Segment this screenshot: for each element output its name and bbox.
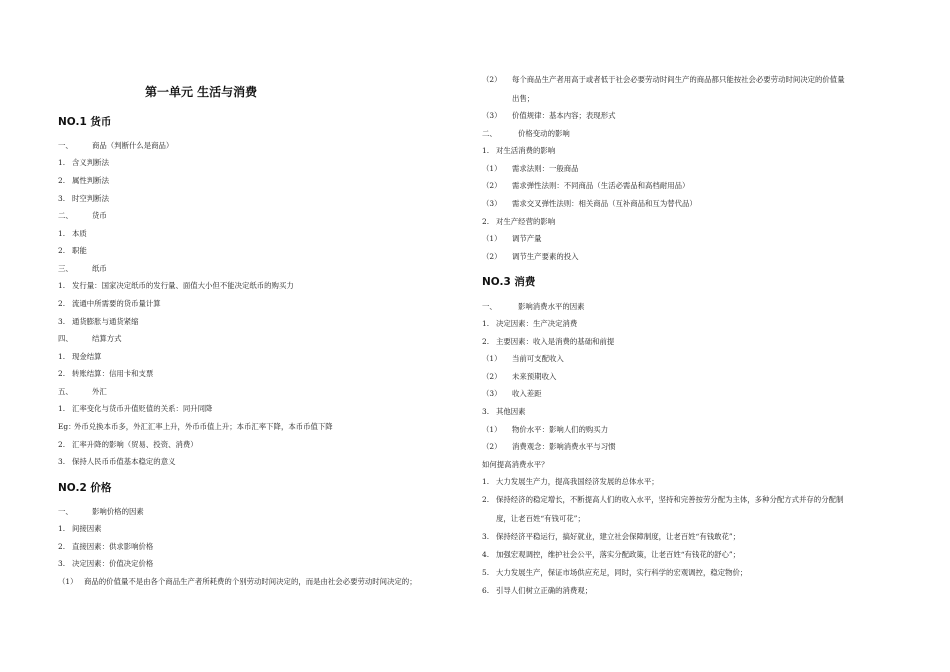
- list-item: 1. 本质: [58, 229, 87, 238]
- list-item: 1. 对生活消费的影响: [482, 146, 556, 155]
- list-item: 2. 职能: [58, 246, 87, 255]
- section-heading-price: NO.2 价格: [58, 482, 112, 494]
- list-item: （1） 物价水平：影响人们的购买力: [482, 425, 609, 434]
- list-item: 一、 影响价格的因素: [58, 507, 144, 516]
- list-item: （2） 调节生产要素的投入: [482, 252, 579, 261]
- list-item: 3. 时空判断法: [58, 194, 109, 203]
- list-item: （3） 收入差距: [482, 389, 542, 398]
- list-item: 3. 通货膨胀与通货紧缩: [58, 317, 139, 326]
- list-item-continuation: 度，让老百姓“有钱可花”；: [496, 514, 585, 523]
- list-item: 1. 现金结算: [58, 352, 102, 361]
- list-item: Eg：外币兑换本币多，外汇汇率上升，外币币值上升；本币汇率下降，本币币值下降: [58, 422, 333, 431]
- list-item: 2. 对生产经营的影响: [482, 217, 556, 226]
- document-title: 第一单元 生活与消费: [145, 85, 258, 99]
- list-item: 2. 流通中所需要的货币量计算: [58, 299, 161, 308]
- list-item: 1. 大力发展生产力，提高我国经济发展的总体水平；: [482, 477, 659, 486]
- list-item: 1. 发行量：国家决定纸币的发行量、面值大小但不能决定纸币的购买力: [58, 281, 294, 290]
- list-item: （1） 调节产量: [482, 234, 542, 243]
- list-item: （1） 当前可支配收入: [482, 354, 564, 363]
- section-heading-money: NO.1 货币: [58, 116, 112, 128]
- list-item: 2. 汇率升降的影响（贸易、投资、消费）: [58, 440, 198, 449]
- list-item: 3. 保持人民币币值基本稳定的意义: [58, 457, 176, 466]
- list-item: 6. 引导人们树立正确的消费观；: [482, 586, 593, 595]
- list-item: （3） 价值规律：基本内容；表现形式: [482, 111, 616, 120]
- list-item: 三、 纸币: [58, 264, 107, 273]
- list-item: 2. 属性判断法: [58, 176, 109, 185]
- list-item: 4. 加强宏观调控，维护社会公平，落实分配政策，让老百姓“有钱花的舒心”；: [482, 550, 741, 559]
- list-item: 1. 汇率变化与货币升值贬值的关系：同升同降: [58, 404, 213, 413]
- list-item: 2. 转账结算：信用卡和支票: [58, 369, 154, 378]
- list-item: 2. 保持经济的稳定增长，不断提高人们的收入水平，坚持和完善按劳分配为主体，多种分配方式并存的分配制: [482, 495, 844, 504]
- list-item: 1. 间接因素: [58, 524, 102, 533]
- list-item: 5. 大力发展生产，保证市场供应充足，同时，实行科学的宏观调控，稳定物价；: [482, 568, 748, 577]
- list-item-continuation: 出售；: [512, 94, 535, 103]
- list-item: （1） 需求法则：一般商品: [482, 164, 579, 173]
- list-item: 五、 外汇: [58, 387, 107, 396]
- list-item: 3. 保持经济平稳运行，搞好就业，建立社会保障制度，让老百姓“有钱敢花”；: [482, 532, 741, 541]
- list-item: 一、 商品（判断什么是商品）: [58, 141, 174, 150]
- list-item: 1. 决定因素：生产决定消费: [482, 319, 578, 328]
- list-item: （2） 每个商品生产者用高于或者低于社会必要劳动时间生产的商品都只能按社会必要劳动时间决定的价值量: [482, 75, 845, 84]
- list-item: （1） 商品的价值量不是由各个商品生产者所耗费的个别劳动时间决定的，而是由社会必要劳动时间决定的；: [58, 577, 417, 586]
- list-item: 一、 影响消费水平的因素: [482, 302, 585, 311]
- list-item: 2. 直接因素：供求影响价格: [58, 542, 154, 551]
- question-line: 如何提高消费水平？: [482, 460, 549, 469]
- list-item: 3. 决定因素：价值决定价格: [58, 559, 154, 568]
- list-item: （3） 需求交叉弹性法则：相关商品（互补商品和互为替代品）: [482, 199, 697, 208]
- list-item: 2. 主要因素：收入是消费的基础和前提: [482, 337, 615, 346]
- list-item: 3. 其他因素: [482, 407, 526, 416]
- list-item: （2） 消费观念：影响消费水平与习惯: [482, 442, 616, 451]
- list-item: （2） 未来预期收入: [482, 372, 557, 381]
- list-item: （2） 需求弹性法则：不同商品（生活必需品和高档耐用品）: [482, 181, 690, 190]
- list-item: 二、 价格变动的影响: [482, 129, 570, 138]
- list-item: 二、 货币: [58, 211, 107, 220]
- section-heading-consumption: NO.3 消费: [482, 276, 536, 288]
- list-item: 1. 含义判断法: [58, 158, 109, 167]
- list-item: 四、 结算方式: [58, 334, 122, 343]
